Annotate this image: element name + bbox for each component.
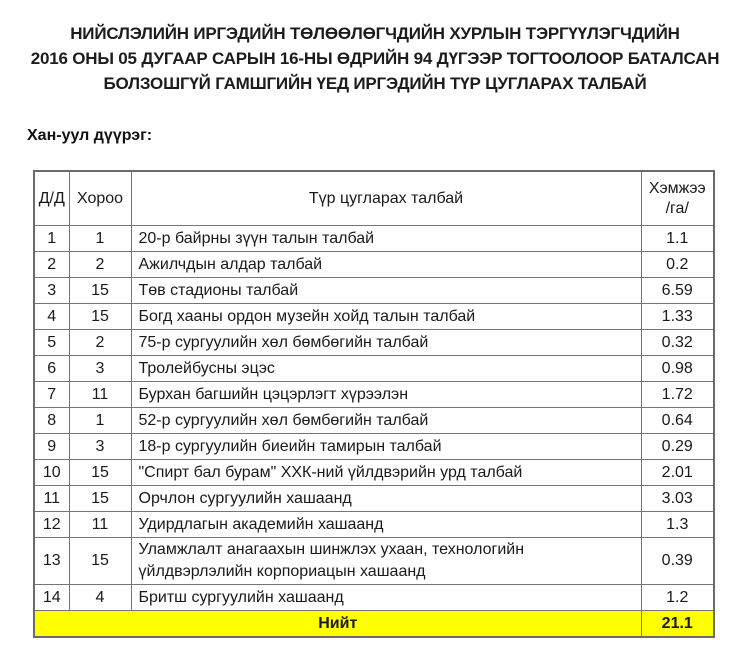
row-khoroo-cell: 15 [69, 278, 131, 304]
row-area-cell: 2.01 [641, 460, 714, 486]
row-area-cell: 1.72 [641, 382, 714, 408]
row-no-cell: 14 [34, 585, 69, 611]
table-row [34, 512, 714, 538]
row-site-cell: 20-р байрны зүүн талын талбай [131, 226, 641, 252]
row-site-cell: Орчлон сургуулийн хашаанд [131, 486, 641, 512]
row-no-cell: 9 [34, 434, 69, 460]
total-value-cell: 21.1 [641, 611, 714, 638]
row-no-cell: 12 [34, 512, 69, 538]
document-title-line-1: НИЙСЛЭЛИЙН ИРГЭДИЙН ТӨЛӨӨЛӨГЧДИЙН ХУРЛЫН ТЭРГҮҮЛЭГЧДИЙН [70, 24, 680, 43]
row-no-cell: 2 [34, 252, 69, 278]
row-khoroo-cell: 1 [69, 226, 131, 252]
table-row [34, 278, 714, 304]
total-row [34, 611, 714, 638]
row-khoroo-cell: 4 [69, 585, 131, 611]
row-khoroo-cell: 15 [69, 486, 131, 512]
row-no-cell: 7 [34, 382, 69, 408]
document-title-line-3: БОЛЗОШГҮЙ ГАМШГИЙН ҮЕД ИРГЭДИЙН ТҮР ЦУГЛАРАХ ТАЛБАЙ [103, 74, 647, 93]
row-khoroo-cell: 15 [69, 538, 131, 585]
row-khoroo-cell: 2 [69, 252, 131, 278]
table-row [34, 460, 714, 486]
row-khoroo-cell: 2 [69, 330, 131, 356]
row-no-cell: 13 [34, 538, 69, 585]
row-area-cell: 0.98 [641, 356, 714, 382]
row-site-cell: Ажилчдын алдар талбай [131, 252, 641, 278]
row-area-cell: 1.2 [641, 585, 714, 611]
document-title-line-2: 2016 ОНЫ 05 ДУГААР САРЫН 16-НЫ ӨДРИЙН 94 ДҮГЭЭР ТОГТООЛООР БАТАЛСАН [30, 49, 720, 68]
header-site: Түр цугларах талбай [131, 171, 641, 226]
row-area-cell: 0.29 [641, 434, 714, 460]
row-site-cell: "Спирт бал бурам" ХХК-ний үйлдвэрийн урд талбай [131, 460, 641, 486]
table-header-row [34, 171, 714, 226]
table-row [34, 585, 714, 611]
row-area-cell: 0.64 [641, 408, 714, 434]
row-site-cell: Тролейбусны эцэс [131, 356, 641, 382]
row-khoroo-cell: 15 [69, 460, 131, 486]
row-no-cell: 4 [34, 304, 69, 330]
row-area-cell: 0.2 [641, 252, 714, 278]
row-khoroo-cell: 3 [69, 434, 131, 460]
row-site-cell: Уламжлалт анагаахын шинжлэх ухаан, технологийн үйлдвэрлэлийн корпориацын хашаанд [131, 538, 641, 585]
row-site-cell: 18-р сургуулийн биеийн тамирын талбай [131, 434, 641, 460]
total-label-cell: Нийт [34, 611, 641, 638]
row-no-cell: 11 [34, 486, 69, 512]
table-row [34, 304, 714, 330]
row-area-cell: 1.33 [641, 304, 714, 330]
document-title [20, 21, 730, 96]
row-area-cell: 1.1 [641, 226, 714, 252]
row-area-cell: 1.3 [641, 512, 714, 538]
row-area-cell: 6.59 [641, 278, 714, 304]
row-khoroo-cell: 3 [69, 356, 131, 382]
row-area-cell: 3.03 [641, 486, 714, 512]
table-row [34, 330, 714, 356]
header-khoroo: Хороо [69, 171, 131, 226]
row-site-cell: Удирдлагын академийн хашаанд [131, 512, 641, 538]
row-site-cell: Богд хааны ордон музейн хойд талын талбай [131, 304, 641, 330]
table-body [34, 226, 714, 611]
header-area-line-2: /га/ [665, 199, 689, 217]
assembly-areas-table [33, 170, 715, 638]
table-row [34, 486, 714, 512]
row-site-cell: Төв стадионы талбай [131, 278, 641, 304]
header-area-line-1: Хэмжээ [648, 179, 706, 197]
row-site-cell: 52-р сургуулийн хөл бөмбөгийн талбай [131, 408, 641, 434]
table-row [34, 434, 714, 460]
header-no: Д/Д [34, 171, 69, 226]
row-khoroo-cell: 11 [69, 382, 131, 408]
table-row [34, 382, 714, 408]
row-site-cell: 75-р сургуулийн хөл бөмбөгийн талбай [131, 330, 641, 356]
row-area-cell: 0.39 [641, 538, 714, 585]
row-no-cell: 5 [34, 330, 69, 356]
row-no-cell: 10 [34, 460, 69, 486]
table-row [34, 252, 714, 278]
table-row [34, 408, 714, 434]
table-row [34, 356, 714, 382]
row-no-cell: 1 [34, 226, 69, 252]
header-area [641, 171, 714, 226]
row-no-cell: 6 [34, 356, 69, 382]
row-area-cell: 0.32 [641, 330, 714, 356]
row-khoroo-cell: 1 [69, 408, 131, 434]
district-heading: Хан-уул дүүрэг: [27, 127, 153, 144]
row-site-cell: Бритш сургуулийн хашаанд [131, 585, 641, 611]
row-no-cell: 8 [34, 408, 69, 434]
row-no-cell: 3 [34, 278, 69, 304]
table-row [34, 538, 714, 585]
row-khoroo-cell: 15 [69, 304, 131, 330]
row-site-cell: Бурхан багшийн цэцэрлэгт хүрээлэн [131, 382, 641, 408]
row-khoroo-cell: 11 [69, 512, 131, 538]
table-row [34, 226, 714, 252]
